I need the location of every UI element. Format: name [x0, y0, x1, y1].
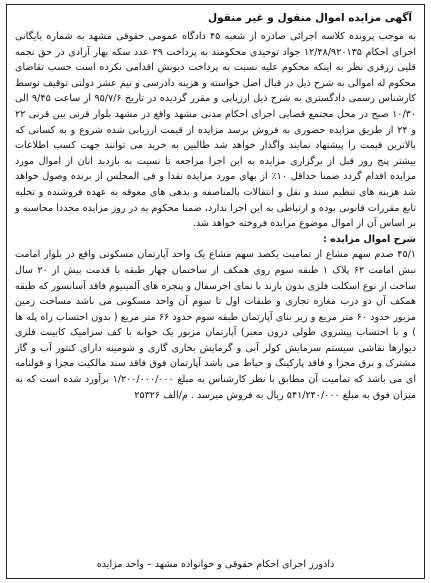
notice-signature: دادورز اجرای احکام حقوقی و خوانواده مشهد – واحد مزایده	[96, 559, 335, 570]
notice-title: آگهی مزایده اموال منقول و غیر منقول	[207, 12, 412, 24]
auction-notice-document	[6, 4, 425, 579]
notice-paragraph-property: ۴۵/۱ صدم سهم مشاع از تمامیت یکصد سهم مشاع یک واحد آپارتمان مسکونی واقع در بلوار امامت نبش امامت ۶۲ پلاک ۱ طبقه سوم روی همکف از ساختمان چهار طبقه با قدمت بیش از ۲۰ سال ساخت از نوع اسکلت فلزی بدون بازند با نمای اجرسفال و پنجره های آلمینیوم فاقد آسانسور که طبقه همکف آن دو درب مغازه تجاری و طبقات اول تا سوم آن واحد مسکونی می باشد مساحت زمین مزبور حدود ۶۰ متر مربع و زیر بنای آپارتمان طبقه سوم حدود ۶۶ متر مربع ( بدون احتساب راه پله ها ) و با احتساب پیشروی طولی درون معبر) آپارتمان مزبور یک خوابه با کف سرامیک کابینت فلزی دیوارها نقاشی سیستم سرمایش کولر آبی و گرمایش بخاری گازی و شومینه دارای کنتور آب و گاز مشترک و برق مجزا و فاقد پارکینگ و حیاط می باشد آپارتمان فوق فاقد سند مالکیت مجزا و قولنامه ای می باشد که تمامیت آن مطابق با نظر کارشناس به مبلغ ۱/۲۰۰/۰۰۰/۰۰۰ برآورد شده است که به میزان فوق به مبلغ ۵۴۱/۲۴۰/۰۰۰ ریال به فروش میرسد . م/الف ۲۵۳۲۶	[15, 249, 417, 401]
notice-paragraph-terms: به موجب پرونده کلاسه اجرائی صادره از شعبه ۴۵ دادگاه عمومی حقوقی مشهد به شماره بایگانی اجرای احکام ۱۲/۴۸/۹۲۰۱۳۵ جواد توحیدی محکومند به پرداخت ۴۹ عدد سکه بهار آزادی در حق نجمه قلیی زرقری نظر به اینکه محکوم علیه نسبت به پرداخت دیونش اقدامی نکرده است حسب تقاضای محکوم له اموالی به شرح ذیل در قبال اصل خواسته و هزینه دادرسی و نیم عشر دولتی توقیف توسط کارشناس رسمی دادگستری به شرح ذیل ارزیابی و مقرر گردیده در تاریخ ۹۵/۷/۶ از ساعت ۹/۴۵ الی ۱۰/۳۰ صبح در محل مجتمع قضایی اجرای احکام مدنی مشهد واقع در مشهد بلوار قرنی بین قرنی ۲۲ و ۲۴ از طریق مزایده حضوری به فروش برسد مزایده از قیمت ارزیابی شده شروع و به کسانی که بالاترین قیمت را پیشنهاد نمایند واگذار خواهد شد طالبین به خرید می توانند جهت کسب اطلاعات بیشتر پنج روز قبل از برگزاری مزایده به این اجرا مراجعه تا نسبت به بازدید انان از اموال مورد مزایده اقدام گردد ضمنا حداقل ۱۰٪ از بهای مورد مزایده نقدا و فی المجلس از برنده وصول خواهد شد هزینه های تنظیم سند و نقل و انتقالات بالمناصفه و بدهی های معوقه به عهده فروشنده و تخلیه تابع مقررات قانونی بوده و ارتباطی به این اجرا ندارد، ضمنا محکوم به در روز مزایده مجددا محاسبه و بر اساس آن از اموال موضوع مزایده فروخته خواهد شد.	[15, 31, 417, 230]
property-description-heading: شرح اموال مزایده :	[322, 233, 416, 245]
